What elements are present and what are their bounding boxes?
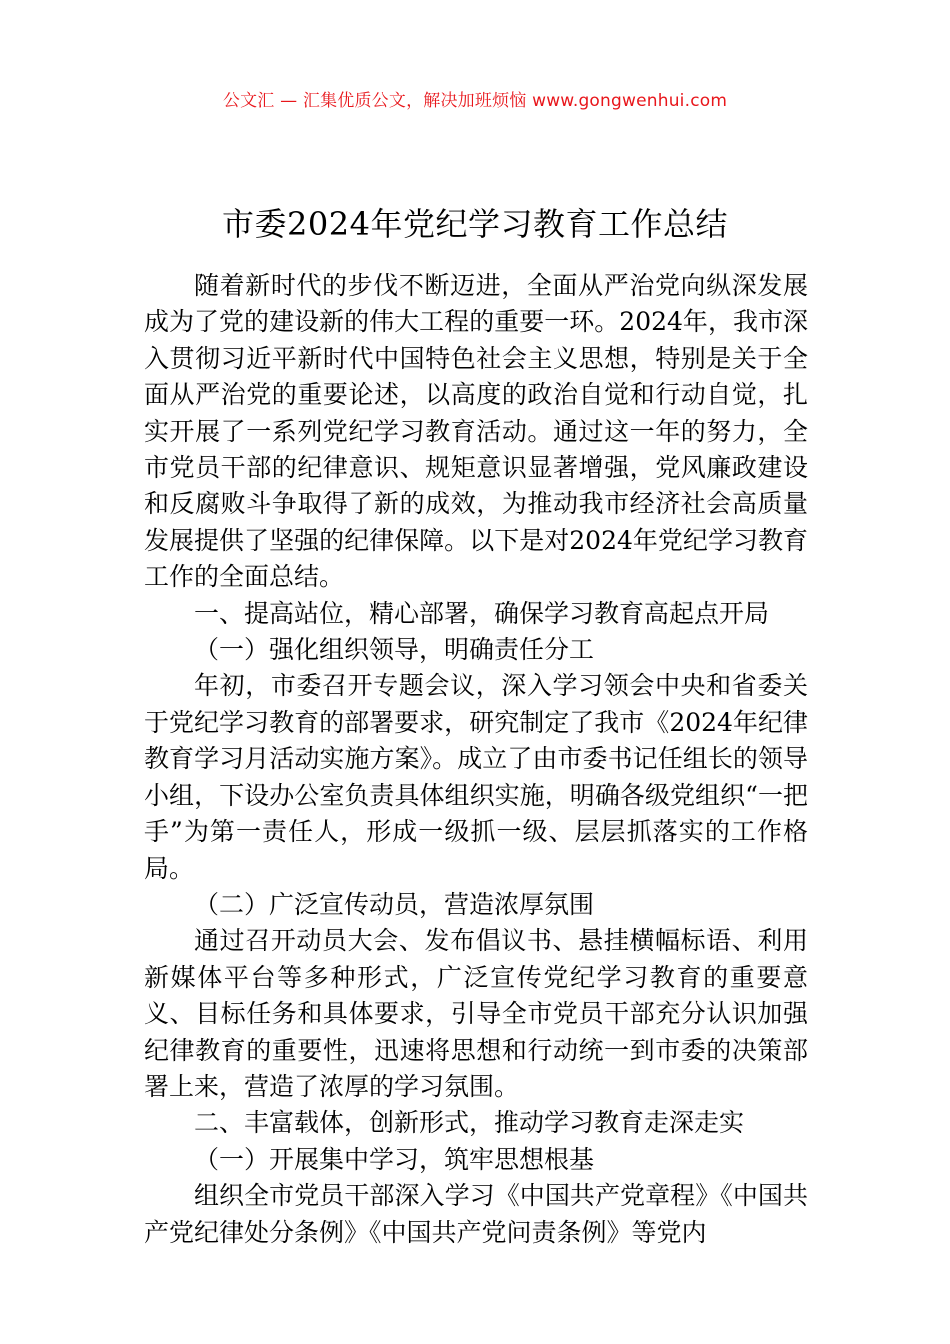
subsection-heading-1-1: （一）强化组织领导，明确责任分工 <box>194 635 595 665</box>
document-title: 市委2024年党纪学习教育工作总结 <box>222 205 728 244</box>
subsection-heading-1-2: （二）广泛宣传动员，营造浓厚氛围 <box>194 889 595 919</box>
body-paragraph: 通过召开动员大会、发布倡议书、悬挂横幅标语、利用新媒体平台等多种形式，广泛宣传党纪学习教育的重要意义、目标任务和具体要求，引导全市党员干部充分认识加强纪律教育的重要性，迅速将思想和行动统一到市委的决策部署上来，营造了浓厚的学习氛围。 <box>144 926 808 1101</box>
body-paragraph: 组织全市党员干部深入学习《中国共产党章程》《中国共产党纪律处分条例》《中国共产党问责条例》等党内 <box>144 1181 808 1247</box>
subsection-heading-2-1: （一）开展集中学习，筑牢思想根基 <box>194 1144 595 1174</box>
site-banner: 公文汇 — 汇集优质公文，解决加班烦恼 www.gongwenhui.com <box>222 91 728 111</box>
document-body <box>144 268 808 1251</box>
body-paragraph: 年初，市委召开专题会议，深入学习领会中央和省委关于党纪学习教育的部署要求，研究制定了我市《2024年纪律教育学习月活动实施方案》。成立了由市委书记任组长的领导小组，下设办公室负责具体组织实施，明确各级党组织“一把手”为第一责任人，形成一级抓一级、层层抓落实的工作格局。 <box>144 671 808 883</box>
intro-paragraph: 随着新时代的步伐不断迈进，全面从严治党向纵深发展成为了党的建设新的伟大工程的重要一环。2024年，我市深入贯彻习近平新时代中国特色社会主义思想，特别是关于全面从严治党的重要论述，以高度的政治自觉和行动自觉，扎实开展了一系列党纪学习教育活动。通过这一年的努力，全市党员干部的纪律意识、规矩意识显著增强，党风廉政建设和反腐败斗争取得了新的成效，为推动我市经济社会高质量发展提供了坚强的纪律保障。以下是对2024年党纪学习教育工作的全面总结。 <box>144 271 808 592</box>
section-heading-2: 二、丰富载体，创新形式，推动学习教育走深走实 <box>194 1108 745 1138</box>
section-heading-1: 一、提高站位，精心部署，确保学习教育高起点开局 <box>194 598 770 628</box>
